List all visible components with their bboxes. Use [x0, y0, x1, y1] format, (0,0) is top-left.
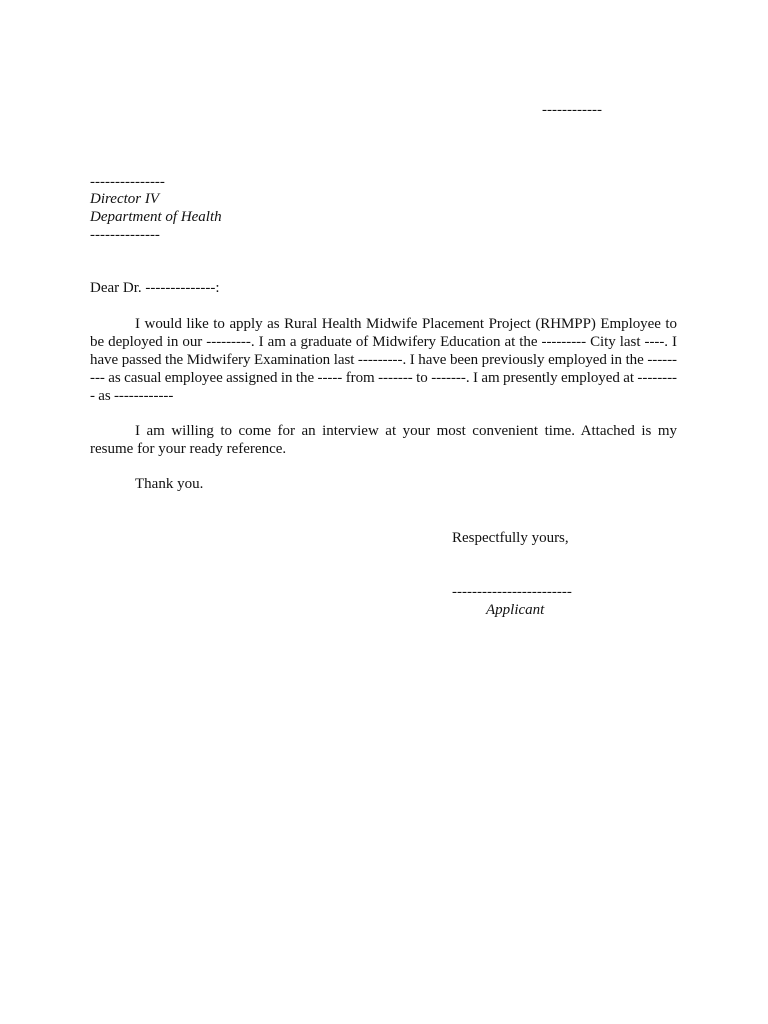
recipient-location: -------------- — [90, 227, 160, 243]
signer-role: Applicant — [486, 602, 545, 618]
recipient-name: --------------- — [90, 174, 165, 190]
recipient-title: Director IV — [90, 191, 160, 207]
paragraph-1-text: I would like to apply as Rural Health Midwife Placement Project (RHMPP) Employee to be deployed in our ---------. I am a graduate of Midwifery Education at the --------- City last ----. I have passed the Midwifery Examination last ---------. I have been previously employed in the --------- as casual employee assigned in the ----- from ------- to -------. I am presently employed at --------- as ------------ — [90, 316, 677, 404]
paragraph-3-text: Thank you. — [135, 476, 204, 492]
closing: Respectfully yours, — [452, 530, 569, 546]
salutation: Dear Dr. --------------: — [90, 280, 220, 296]
signature-line: ------------------------ — [452, 584, 572, 600]
recipient-department: Department of Health — [90, 209, 222, 225]
body-paragraph-3 — [90, 475, 677, 493]
paragraph-2-text: I am willing to come for an interview at your most convenient time. Attached is my resume for your ready reference. — [90, 423, 677, 457]
date-line: ------------ — [542, 102, 602, 118]
body-paragraph-2 — [90, 422, 677, 458]
body-paragraph-1 — [90, 315, 677, 405]
